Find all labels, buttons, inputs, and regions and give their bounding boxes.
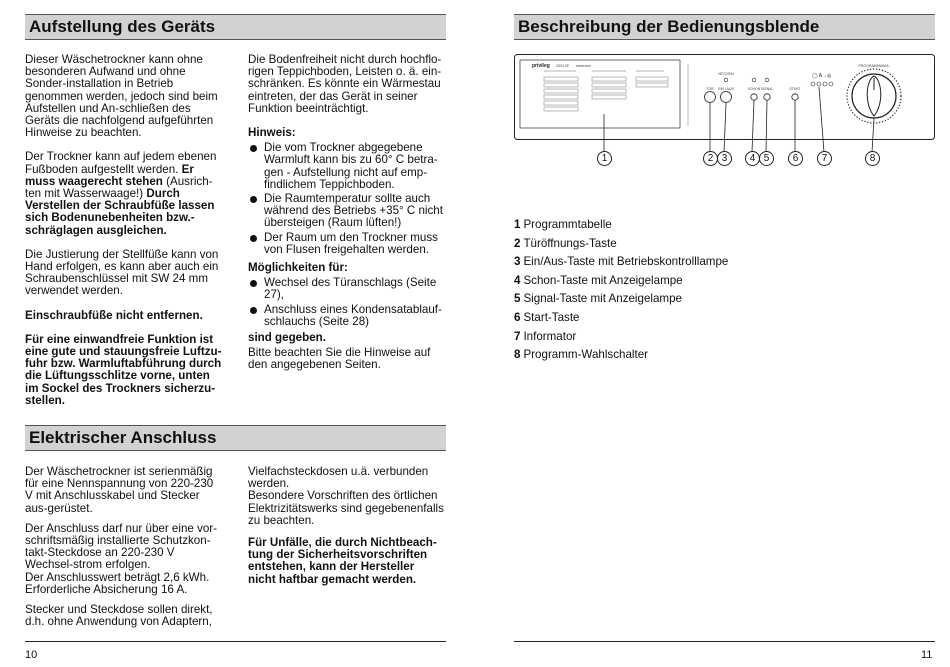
text: Der Trockner kann auf jedem ebenen Fußboden aufgestellt werden.	[25, 150, 217, 176]
list-item: Die Raumtemperatur sollte auch während des Betriebs +35° C nicht übersteigen (Raum lüften!)	[248, 193, 445, 230]
list-item: Anschluss eines Kondensatablauf-schlauchs (Seite 28)	[248, 304, 445, 328]
paragraph: Stecker und Steckdose sollen direkt, d.h. ohne Anwendung von Adaptern,	[25, 603, 213, 629]
label-start: START	[789, 87, 801, 91]
moeglichkeiten-list	[248, 277, 445, 328]
informator-symbols: ◯ A→◎	[812, 73, 832, 79]
paragraph: Erforderliche Absicherung 16 A.	[25, 582, 188, 596]
page-number-right: 11	[921, 649, 933, 661]
program-table	[520, 60, 680, 128]
legend-item: 5 Signal-Taste mit Anzeigelampe	[514, 292, 682, 306]
paragraph: Der Anschluss darf nur über eine vor-schriftsmäßig installierte Schutzkon-takt-Steckdose an 220-230 V Wechsel-strom erfolgen.	[25, 521, 218, 572]
paragraph	[25, 151, 222, 236]
warning-text: Für eine einwandfreie Funktion ist eine gute und stauungsfreie Luftzu-fuhr bzw. Warmluftabführung durch die Lüftungsschlitze vorne, unten im Sockel des Trockners sicherzu-stellen.	[25, 332, 222, 407]
label-signal: SIGNAL	[760, 87, 774, 91]
column-3	[25, 466, 222, 628]
model-suffix: electronic	[576, 64, 591, 68]
paragraph: Besondere Vorschriften des örtlichen Elektrizitätswerks sind gegebenenfalls zu beachten.	[248, 489, 444, 527]
control-panel-diagram	[514, 54, 935, 166]
paragraph: Der Anschlusswert beträgt 2,6 kWh.	[25, 570, 210, 584]
label-ein-aus: EIN / AUS	[718, 87, 734, 91]
list-item: Wechsel des Türanschlags (Seite 27),	[248, 277, 445, 301]
legend-item: 2 Türöffnungs-Taste	[514, 236, 617, 250]
model-name: 3333 ZE	[556, 64, 570, 68]
callout-5: 5	[759, 151, 774, 166]
paragraph: Bitte beachten Sie die Hinweise auf den angegebenen Seiten.	[248, 346, 431, 372]
paragraph: Vielfachsteckdosen u.ä. verbunden werden.	[248, 465, 429, 491]
brand-logo: privileg	[532, 63, 550, 69]
knob-label: PROGRAMMWAHL	[858, 64, 890, 68]
section-title-aufstellung: Aufstellung des Geräts	[25, 14, 446, 40]
section-title-elektrischer-anschluss: Elektrischer Anschluss	[25, 425, 446, 451]
legend-item: 3 Ein/Aus-Taste mit Betriebskontrolllampe	[514, 255, 729, 269]
callout-6: 6	[788, 151, 803, 166]
schon-button	[751, 94, 757, 100]
list-item: Die vom Trockner abgegebene Warmluft kann bis zu 60° C betra-gen - Aufstellung nicht auf emp-findlichem Teppichboden.	[248, 142, 445, 191]
callout-8: 8	[865, 151, 880, 166]
label-tuer: TÜR	[706, 87, 714, 91]
start-button	[792, 94, 798, 100]
callout-2: 2	[703, 151, 718, 166]
column-2	[248, 54, 445, 372]
legend-item: 1 Programmtabelle	[514, 218, 612, 231]
sind-gegeben: sind gegeben.	[248, 331, 326, 345]
callout-1: 1	[597, 151, 612, 166]
column-4	[248, 466, 445, 598]
text: (Ausrich-ten mit Wasserwaage!)	[25, 174, 213, 201]
bold-text: Durch Verstellen der Schraubfüße lassen sich Bodenunebenheiten bzw.-schräglagen ausgleichen.	[25, 187, 215, 237]
warning-text: Einschraubfüße nicht entfernen.	[25, 308, 203, 322]
bold-text: Er muss waagerecht stehen	[25, 162, 194, 188]
component-legend	[514, 216, 728, 365]
door-button	[705, 92, 716, 103]
column-1	[25, 54, 222, 419]
legend-item: 6 Start-Taste	[514, 310, 580, 324]
paragraph: Die Bodenfreiheit nicht durch hochflo-rigen Teppichboden, Leisten o. ä. ein-schränken. Es könnte ein Wärmestau eintreten, der das Gerät in seiner Funktion beeinträchtigt.	[248, 53, 442, 115]
list-item: Der Raum um den Trockner muss von Flusen freigehalten werden.	[248, 232, 445, 256]
netz-label: NETZ/EIN	[718, 72, 734, 76]
callout-7: 7	[817, 151, 832, 166]
disclaimer-text: Für Unfälle, die durch Nichtbeach-tung der Sicherheitsvorschriften entstehen, kann der Hersteller nicht haftbar gemacht werden.	[248, 536, 437, 586]
section-title-bedienungsblende: Beschreibung der Bedienungsblende	[514, 14, 935, 40]
page-number-left: 10	[25, 649, 38, 661]
legend-item: 7 Informator	[514, 329, 577, 343]
label-schon: SCHON	[747, 87, 761, 91]
paragraph: Dieser Wäschetrockner kann ohne besonderen Aufwand und ohne Sonder-installation in Betrieb genommen werden, jedoch sind beim Aufstellen und An-schließen des Geräts die nachfolgend aufgeführten Hinweise zu beachten.	[25, 53, 218, 140]
footer-rule-right	[514, 641, 935, 642]
power-button	[721, 92, 732, 103]
callout-3: 3	[717, 151, 732, 166]
hinweis-list	[248, 142, 445, 256]
legend-item: 4 Schon-Taste mit Anzeigelampe	[514, 273, 683, 287]
legend-item: 8 Programm-Wahlschalter	[514, 348, 649, 362]
callout-4: 4	[745, 151, 760, 166]
moeglichkeiten-title: Möglichkeiten für:	[248, 261, 348, 275]
hinweis-title: Hinweis:	[248, 126, 296, 140]
paragraph: Der Wäschetrockner ist serienmäßig für eine Nennspannung von 220-230 V mit Anschlusskabel und Stecker aus-gerüstet.	[25, 465, 214, 515]
footer-rule-left	[25, 641, 446, 642]
signal-button	[764, 94, 770, 100]
paragraph: Die Justierung der Stellfüße kann von Hand erfolgen, es kann aber auch ein Schraubenschlüssel mit SW 24 mm verwendet werden.	[25, 247, 219, 298]
